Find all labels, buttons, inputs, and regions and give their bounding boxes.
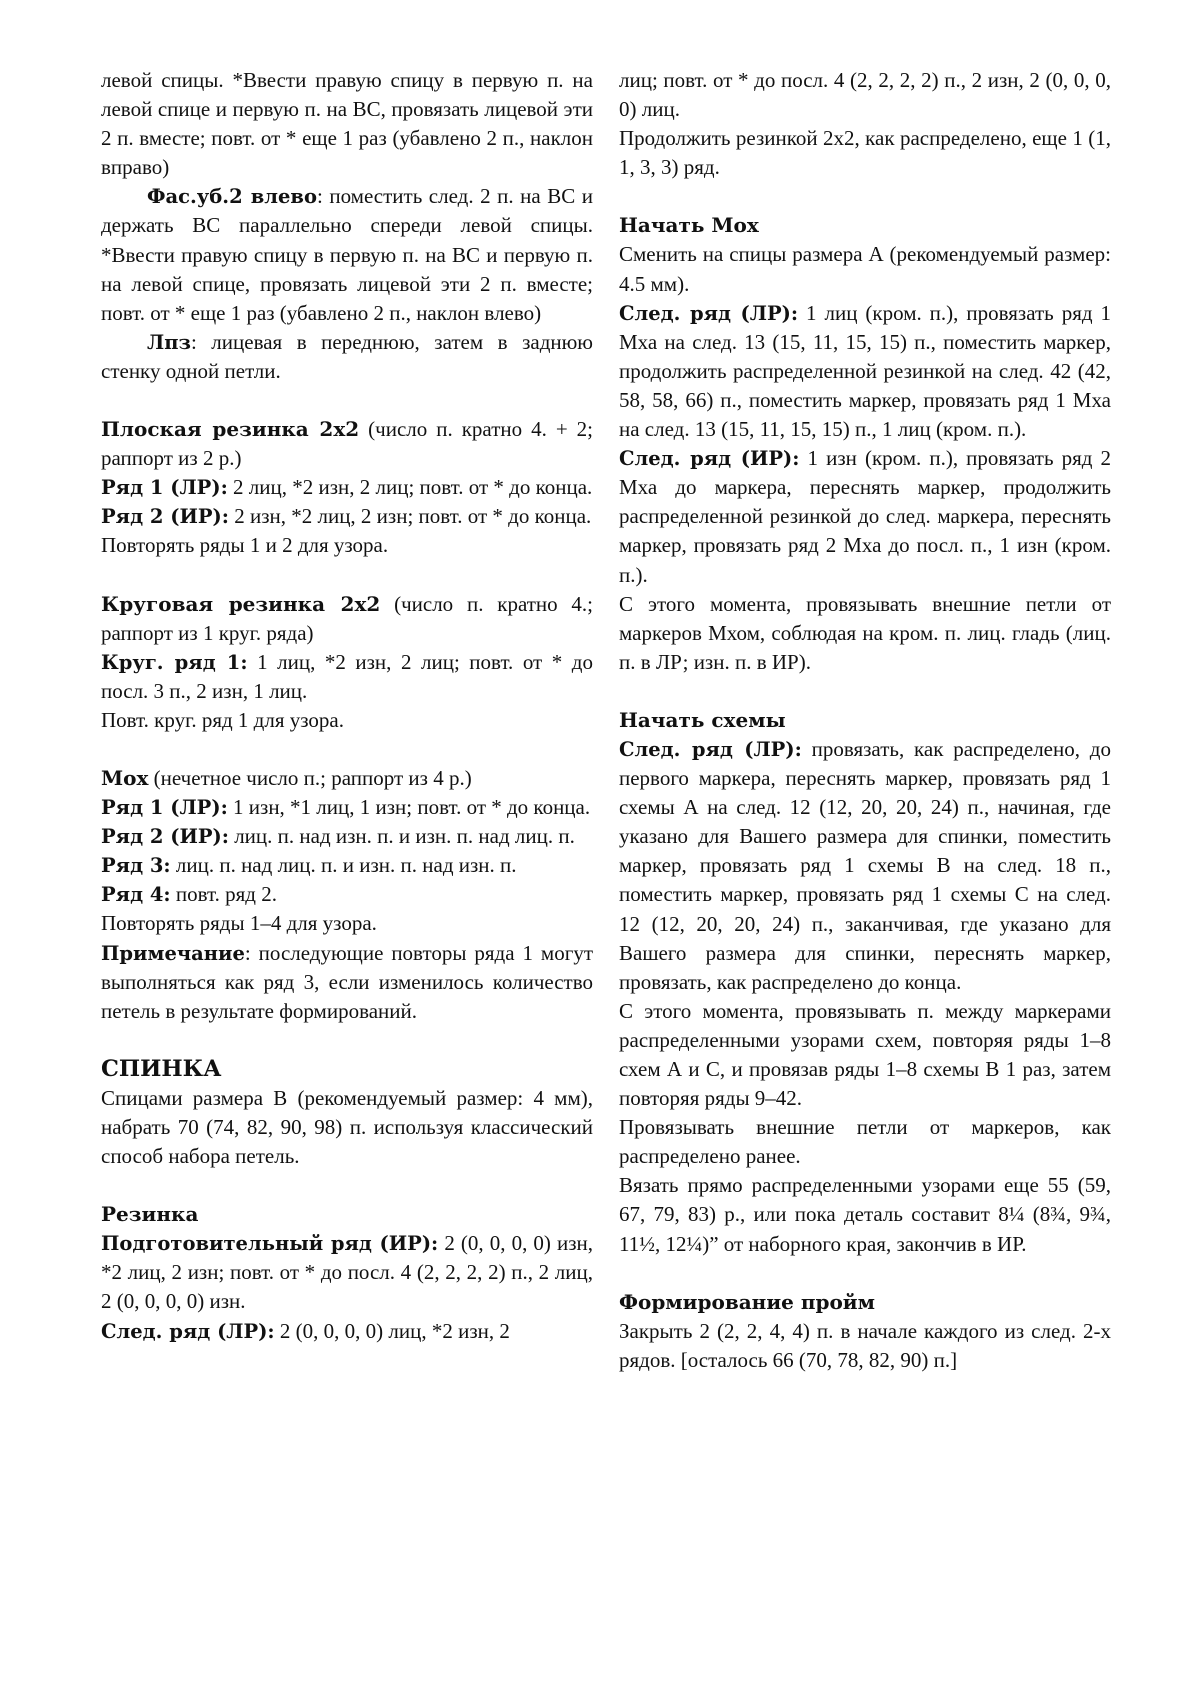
rib-next-row-continuation: лиц; повт. от * до посл. 4 (2, 2, 2, 2) п., 2 изн, 2 (0, 0, 0, 0) лиц. bbox=[619, 68, 1111, 122]
row-label: След. ряд (ЛР): bbox=[101, 1319, 275, 1343]
note-text: : последующие повторы ряда 1 могут выполняться как ряд 3, если изменилось количество петель в результате формирований. bbox=[101, 940, 593, 1023]
moss-row-2 bbox=[101, 822, 593, 851]
spacer bbox=[619, 1259, 1111, 1288]
back-section-title: СПИНКА bbox=[101, 1055, 222, 1082]
rib-prep-row bbox=[101, 1229, 593, 1316]
section-title: Круговая резинка 2х2 bbox=[101, 591, 381, 616]
row-text: лиц. п. над изн. п. и изн. п. над лиц. п. bbox=[228, 824, 575, 849]
row-label: Ряд 2 (ИР): bbox=[101, 505, 229, 529]
round-rib-row-1 bbox=[101, 648, 593, 706]
section-note: (число п. кратно 4. + 2; раппорт из 2 р.) bbox=[101, 417, 593, 471]
moss-heading bbox=[101, 764, 593, 793]
row-label: Подготовительный ряд (ИР): bbox=[101, 1232, 439, 1256]
moss-start-row-ws bbox=[619, 444, 1111, 589]
section-note: (число п. кратно 4.; раппорт из 1 круг. ряда) bbox=[101, 591, 593, 645]
row-text: повт. ряд 2. bbox=[170, 882, 277, 907]
charts-from-now: С этого момента, провязывать п. между маркерами распределенными узорами схем, повторяя ряды 1–8 схем А и С, и провязав ряды 1–8 схемы В 1 раз, затем повторяя ряды 9–42. bbox=[619, 998, 1111, 1111]
round-rib-heading bbox=[101, 590, 593, 648]
row-text: 1 лиц, *2 изн, 2 лиц; повт. от * до посл. 3 п., 2 изн, 1 лиц. bbox=[101, 649, 593, 703]
outer-loops: Провязывать внешние петли от маркеров, как распределено ранее. bbox=[619, 1115, 1111, 1169]
charts-start-row bbox=[619, 735, 1111, 997]
definition-text: : поместить след. 2 п. на ВС и держать ВС параллельно спереди левой спицы. *Ввести правую спицу в первую п. на ВС и первую п. на левой спице, провязать лицевой эти 2 п. вместе; повт. от * еще 1 раз (убавлено 2 п., наклон влево) bbox=[101, 184, 593, 325]
definition-lpz bbox=[101, 328, 593, 386]
section-note: (нечетное число п.; раппорт из 4 р.) bbox=[148, 765, 472, 790]
spacer bbox=[619, 677, 1111, 706]
armhole-text: Закрыть 2 (2, 2, 4, 4) п. в начале каждого из след. 2-х рядов. [осталось 66 (70, 78, 82, 90) п.] bbox=[619, 1318, 1111, 1372]
row-label: Ряд 3: bbox=[101, 854, 171, 878]
flat-rib-heading bbox=[101, 415, 593, 473]
row-text: лиц. п. над лиц. п. и изн. п. над изн. п. bbox=[170, 853, 517, 878]
moss-start-needles: Сменить на спицы размера А (рекомендуемый размер: 4.5 мм). bbox=[619, 242, 1111, 296]
term-lpz: Лпз bbox=[147, 330, 191, 354]
row-label: Круг. ряд 1: bbox=[101, 650, 248, 674]
spacer bbox=[101, 1171, 593, 1200]
row-label: Ряд 1 (ЛР): bbox=[101, 476, 228, 500]
flat-rib-row-2 bbox=[101, 502, 593, 531]
row-label: След. ряд (ИР): bbox=[619, 447, 800, 471]
row-text: 2 (0, 0, 0, 0) изн, *2 лиц, 2 изн; повт. от * до посл. 4 (2, 2, 2, 2) п., 2 лиц, 2 (0, 0, 0, 0) изн. bbox=[101, 1231, 593, 1314]
definition-text: : лицевая в переднюю, затем в заднюю стенку одной петли. bbox=[101, 329, 593, 383]
right-column bbox=[619, 66, 1111, 1375]
term-fas-ub2: Фас.уб.2 влево bbox=[147, 185, 317, 209]
armhole-title: Формирование пройм bbox=[619, 1289, 876, 1314]
spacer bbox=[101, 386, 593, 415]
row-text: 2 изн, *2 лиц, 2 изн; повт. от * до конца. bbox=[228, 504, 592, 529]
row-label: Ряд 2 (ИР): bbox=[101, 825, 229, 849]
row-label: Ряд 4: bbox=[101, 883, 171, 907]
back-cast-on: Спицами размера В (рекомендуемый размер: 4 мм), набрать 70 (74, 82, 90, 98) п. используя классический способ набора петель. bbox=[101, 1085, 593, 1169]
spacer bbox=[101, 1026, 593, 1055]
flat-rib-row-1 bbox=[101, 473, 593, 502]
moss-note bbox=[101, 939, 593, 1026]
row-text: 1 изн, *1 лиц, 1 изн; повт. от * до конца. bbox=[227, 795, 591, 820]
flat-rib-repeat: Повторять ряды 1 и 2 для узора. bbox=[101, 533, 389, 558]
row-label: След. ряд (ЛР): bbox=[619, 737, 802, 761]
rib-continue: Продолжить резинкой 2х2, как распределено, еще 1 (1, 1, 3, 3) ряд. bbox=[619, 126, 1111, 180]
paragraph-continuation: левой спицы. *Ввести правую спицу в первую п. на левой спице и первую п. на ВС, провязать лицевой эти 2 п. вместе; повт. от * еще 1 раз (убавлено 2 п., наклон вправо) bbox=[101, 68, 593, 180]
charts-start-title: Начать схемы bbox=[619, 707, 786, 732]
left-column bbox=[101, 66, 593, 1346]
moss-row-1 bbox=[101, 793, 593, 822]
section-title: Плоская резинка 2х2 bbox=[101, 417, 360, 442]
spacer bbox=[101, 735, 593, 764]
moss-start-title: Начать Мох bbox=[619, 213, 759, 238]
section-title: Мох bbox=[101, 765, 149, 790]
moss-row-3 bbox=[101, 851, 593, 880]
moss-start-row-rs bbox=[619, 299, 1111, 444]
definition-left-decrease bbox=[101, 182, 593, 327]
row-text: 2 (0, 0, 0, 0) лиц, *2 изн, 2 bbox=[274, 1318, 510, 1343]
row-text: 1 изн (кром. п.), провязать ряд 2 Мха до маркера, переснять маркер, продолжить распределенной резинкой до след. маркера, переснять маркер, провязать ряд 2 Мха до посл. п., 1 изн (кром. п.). bbox=[619, 446, 1112, 587]
moss-repeat: Повторять ряды 1–4 для узора. bbox=[101, 911, 377, 936]
row-text: 2 лиц, *2 изн, 2 лиц; повт. от * до конца. bbox=[227, 475, 593, 500]
moss-from-now: С этого момента, провязывать внешние петли от маркеров Мхом, соблюдая на кром. п. лиц. гладь (лиц. п. в ЛР; изн. п. в ИР). bbox=[619, 591, 1111, 674]
rib-section-title: Резинка bbox=[101, 1202, 199, 1227]
knit-straight: Вязать прямо распределенными узорами еще 55 (59, 67, 79, 83) р., или пока деталь составит 8¼ (8¾, 9¾, 11½, 12¼)” от наборного края, закончив в ИР. bbox=[619, 1173, 1111, 1256]
moss-row-4 bbox=[101, 880, 593, 909]
row-text: провязать, как распределено, до первого маркера, переснять маркер, провязать ряд 1 схемы А на след. 12 (12, 20, 20, 24) п., начиная, где указано для Вашего размера для спинки, поместить маркер, провязать ряд 1 схемы В на след. 18 п., поместить маркер, провязать ряд 1 схемы С на след. 12 (12, 20, 20, 24) п., заканчивая, где указано для Вашего размера для спинки, переснять маркер, провязать, как распределено до конца. bbox=[619, 736, 1111, 994]
spacer bbox=[101, 561, 593, 590]
note-label: Примечание bbox=[101, 941, 245, 965]
row-label: Ряд 1 (ЛР): bbox=[101, 796, 228, 820]
row-text: 1 лиц (кром. п.), провязать ряд 1 Мха на след. 13 (15, 11, 15, 15) п., поместить маркер, продолжить распределенной резинкой на след. 42 (42, 58, 58, 66) п., поместить маркер, провязать ряд 1 Мха на след. 13 (15, 11, 15, 15) п., 1 лиц (кром. п.). bbox=[619, 300, 1112, 442]
row-label: След. ряд (ЛР): bbox=[619, 301, 799, 325]
rib-next-row bbox=[101, 1317, 593, 1346]
spacer bbox=[619, 182, 1111, 211]
round-rib-repeat: Повт. круг. ряд 1 для узора. bbox=[101, 707, 344, 732]
